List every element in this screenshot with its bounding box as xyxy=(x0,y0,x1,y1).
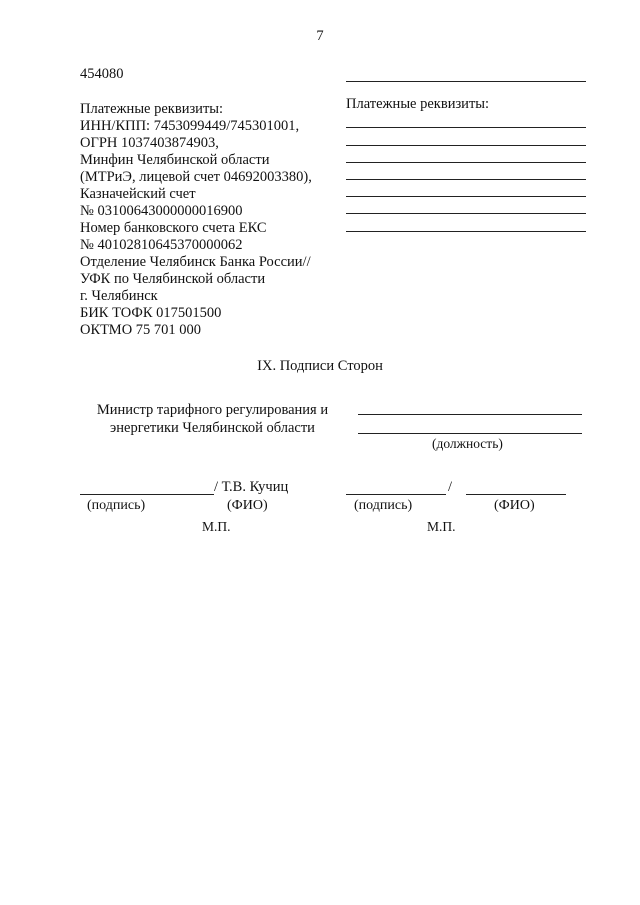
fio-caption: (ФИО) xyxy=(494,498,535,513)
blank-line xyxy=(346,81,586,82)
right-requisites-title: Платежные реквизиты: xyxy=(346,96,490,112)
requisites-line: Номер банковского счета ЕКС xyxy=(80,220,267,236)
left-party-block xyxy=(80,66,312,339)
fio-line xyxy=(466,494,566,495)
blank-line xyxy=(346,145,586,146)
signature-line xyxy=(346,494,446,495)
requisites-line: ОГРН 1037403874903, xyxy=(80,135,219,151)
stamp-placeholder: М.П. xyxy=(427,519,456,534)
signature-line xyxy=(80,494,214,495)
blank-line xyxy=(346,231,586,232)
requisites-line: № 40102810645370000062 xyxy=(80,237,243,253)
position-line xyxy=(358,414,582,415)
minister-title: Министр тарифного регулирования и энергетики Челябинской области xyxy=(96,402,329,436)
requisites-line: БИК ТОФК 017501500 xyxy=(80,305,222,321)
blank-line xyxy=(346,162,586,163)
requisites-line: (МТРиЭ, лицевой счет 04692003380), xyxy=(80,169,312,185)
stamp-placeholder: М.П. xyxy=(202,519,231,534)
position-line xyxy=(358,433,582,434)
signature-caption: (подпись) xyxy=(354,498,413,513)
requisites-line: Отделение Челябинск Банка России// xyxy=(80,254,311,270)
signature-caption: (подпись) xyxy=(87,498,146,513)
requisites-line: г. Челябинск xyxy=(80,288,158,304)
fio-caption: (ФИО) xyxy=(227,498,268,513)
requisites-line: УФК по Челябинской области xyxy=(80,271,266,287)
position-caption: (должность) xyxy=(432,436,503,451)
blank-line xyxy=(346,127,586,128)
requisites-line: ИНН/КПП: 7453099449/745301001, xyxy=(80,118,300,134)
signatory-name: / Т.В. Кучиц xyxy=(214,479,289,495)
requisites-line: ОКТМО 75 701 000 xyxy=(80,322,202,338)
blank-line xyxy=(346,213,586,214)
requisites-line: Казначейский счет xyxy=(80,186,196,202)
signature-slash: / xyxy=(448,479,453,495)
blank-line xyxy=(346,196,586,197)
blank-line xyxy=(346,179,586,180)
requisites-line: Платежные реквизиты: xyxy=(80,101,224,117)
section-title: IX. Подписи Сторон xyxy=(257,358,383,374)
page-number: 7 xyxy=(316,28,324,44)
requisites-line: Минфин Челябинской области xyxy=(80,152,270,168)
postcode: 454080 xyxy=(80,66,124,82)
requisites-line: № 03100643000000016900 xyxy=(80,203,243,219)
